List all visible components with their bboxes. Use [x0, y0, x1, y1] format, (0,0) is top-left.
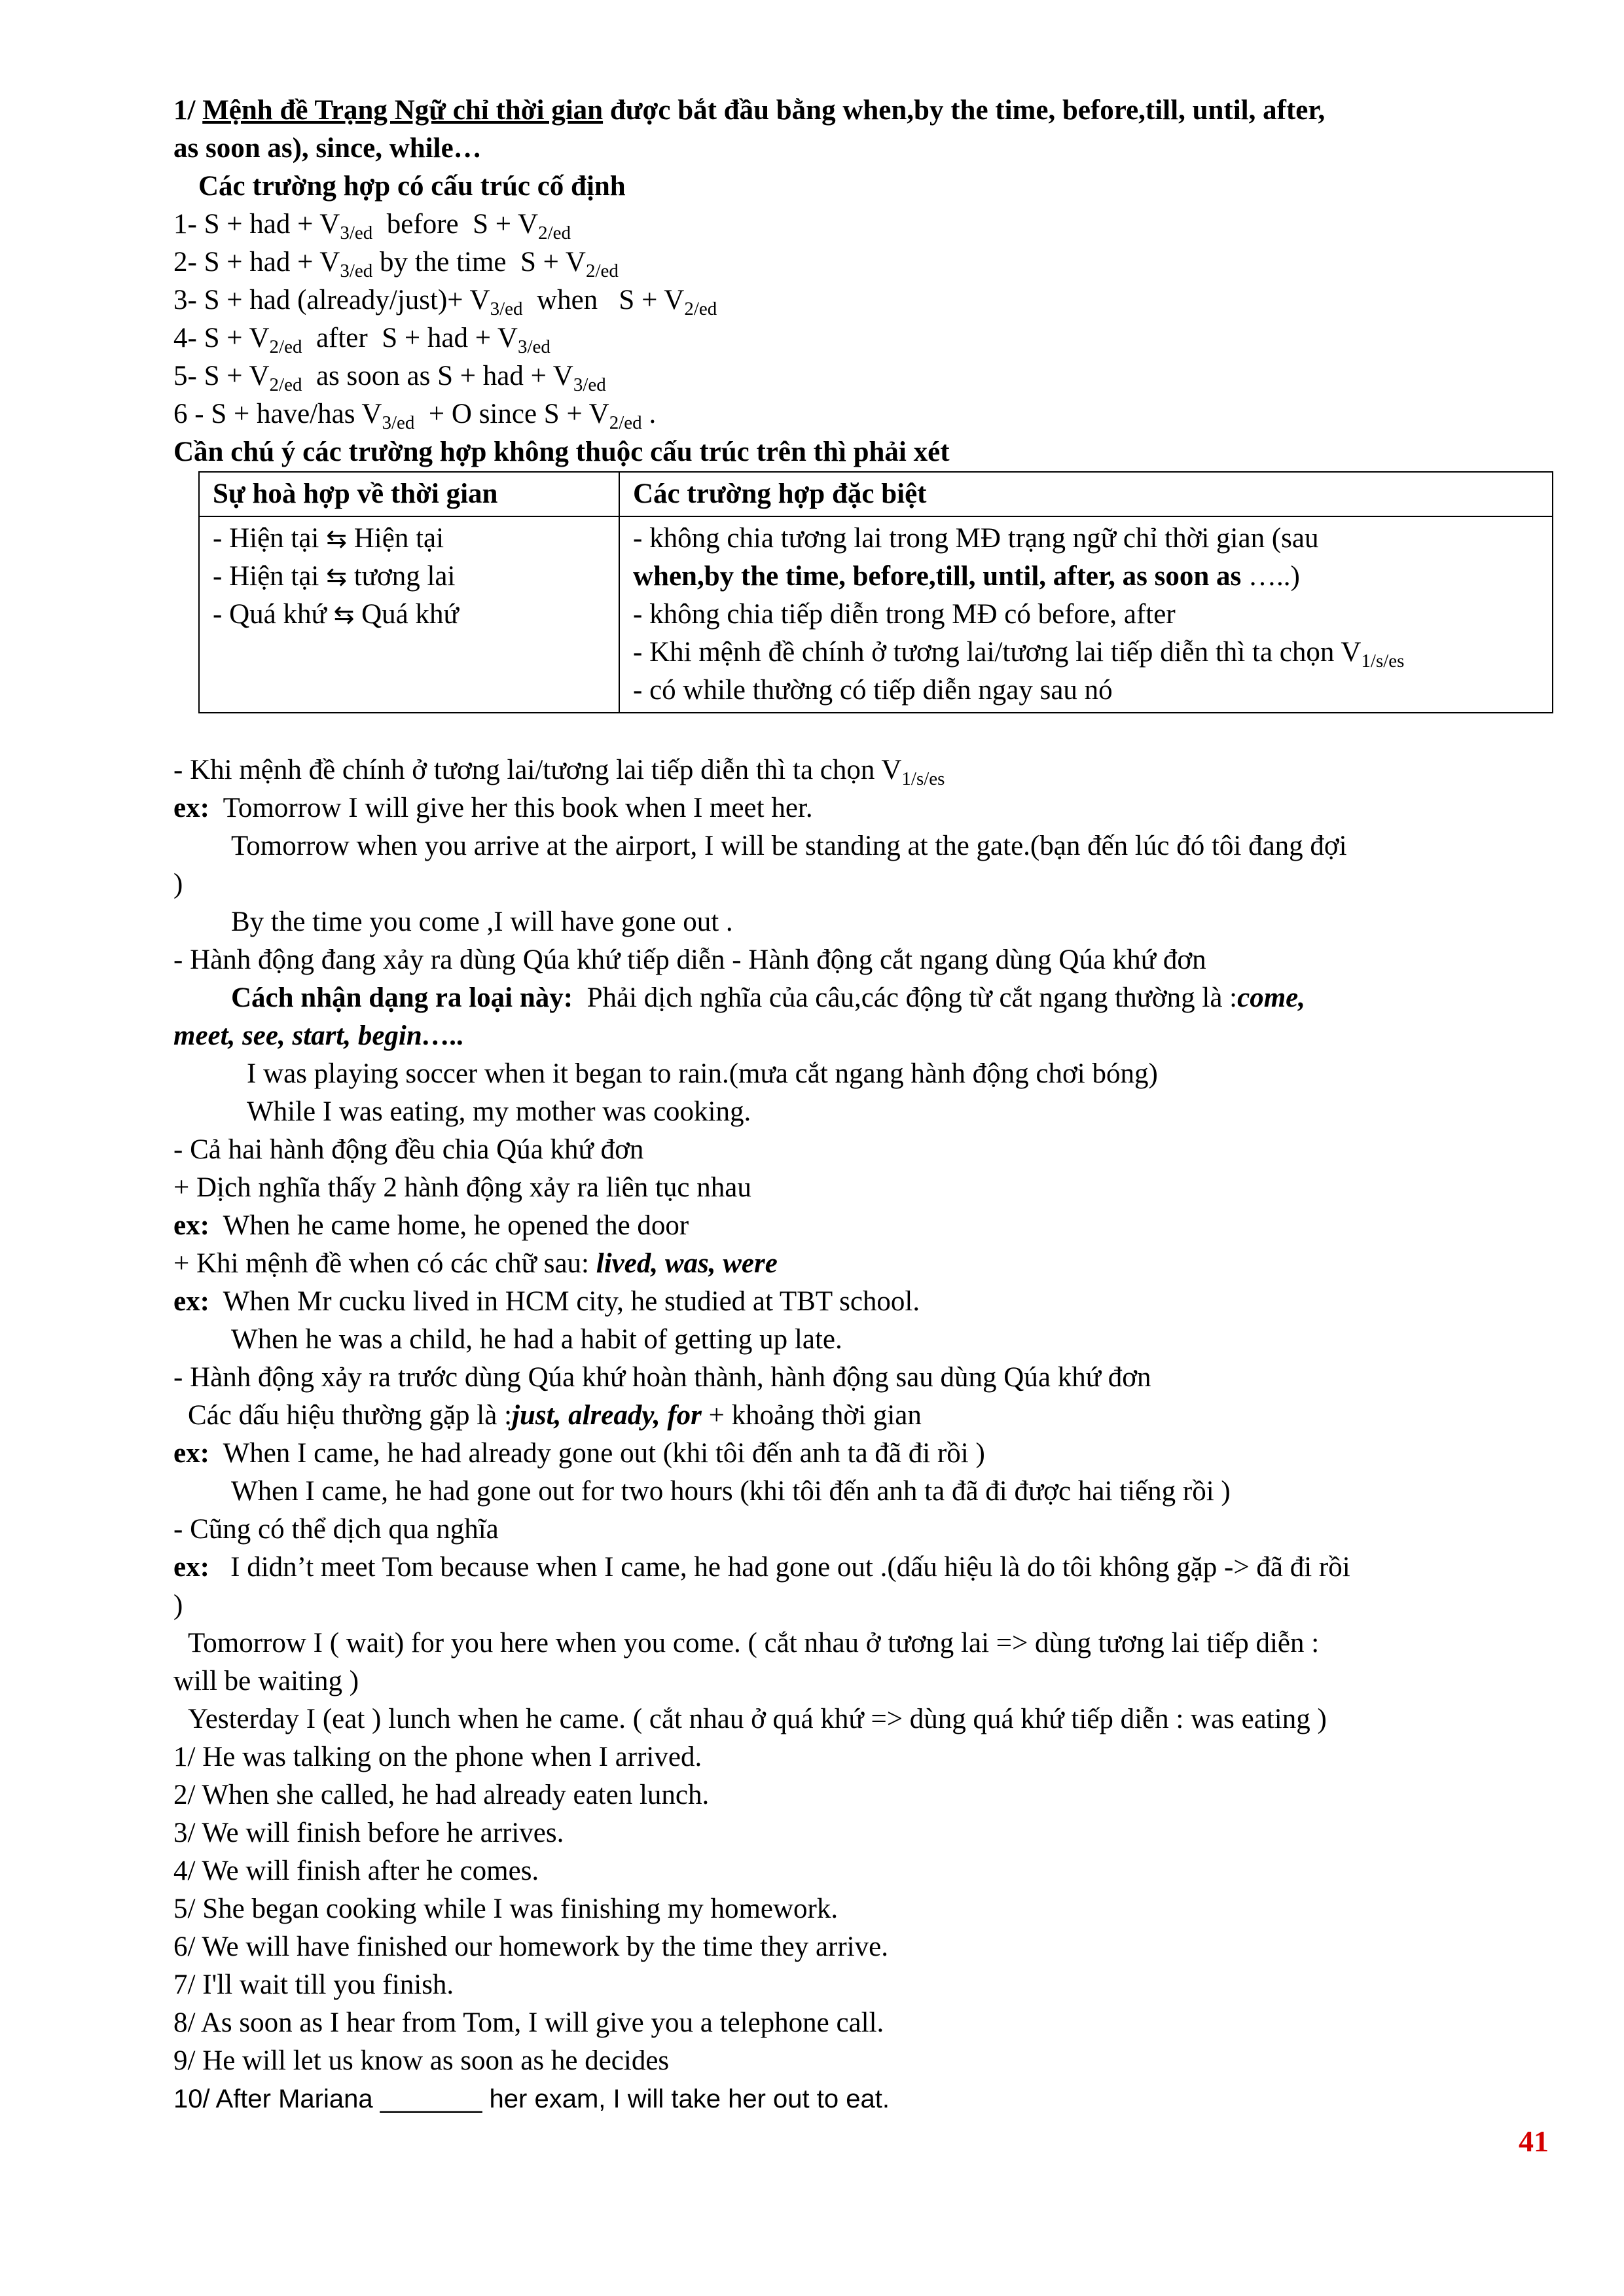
exercise-item: 3/ We will finish before he arrives. [173, 1818, 564, 1848]
exercise-item: 2/ When she called, he had already eaten lunch. [173, 1780, 710, 1810]
text-line: meet, see, start, begin….. [173, 1020, 465, 1051]
tense-agreement-table [198, 471, 1553, 713]
exercise-item: 9/ He will let us know as soon as he decides [173, 2045, 670, 2076]
swap-arrow-icon: ⇆ [326, 562, 347, 591]
fixed-structures-heading: Các trường hợp có cấu trúc cố định [198, 171, 626, 202]
text-line: - Hành động xảy ra trước dùng Qúa khứ hoàn thành, hành động sau dùng Qúa khứ đơn [173, 1362, 1151, 1393]
structure-list [173, 206, 1561, 433]
agreement-item: - Hiện tại ⇆ tương lai [213, 561, 456, 592]
section-title: 1/ Mệnh đề Trạng Ngữ chỉ thời gian được bắt đầu bằng when,by the time, before,till, until, after, [173, 95, 1326, 126]
structure-item: 6 - S + have/has $V_{3/ed} + O$ since $S + V_{2/ed}$ . [173, 399, 657, 433]
example-line: ex: I didn’t meet Tom because when I came, he had gone out .(dấu hiệu là do tôi không gặp -> đã đi rồi [173, 1552, 1350, 1583]
example-line: When I came, he had gone out for two hours (khi tôi đến anh ta đã đi được hai tiếng rồi ) [231, 1476, 1231, 1507]
exercise-item: 1/ He was talking on the phone when I arrived. [173, 1742, 702, 1772]
exercise-hint: Tomorrow I ( wait) for you here when you come. ( cắt nhau ở tương lai => dùng tương lai tiếp diễn : [188, 1628, 1320, 1659]
exercise-item: 4/ We will finish after he comes. [173, 1856, 539, 1886]
example-line: When he was a child, he had a habit of getting up late. [231, 1324, 842, 1355]
exercise-item: 10/ After Mariana _______ her exam, I will take her out to eat. [173, 2085, 890, 2113]
table-header-special-cases: Các trường hợp đặc biệt [619, 472, 1553, 516]
structure-item: 2- S + had + $V_{3/ed}$ by the time $S + V_{2/ed}$ [173, 247, 619, 281]
example-line: ex: When I came, he had already gone out (khi tôi đến anh ta đã đi rồi ) [173, 1438, 985, 1469]
example-line: ex: When he came home, he opened the door [173, 1210, 689, 1241]
text-line: + Khi mệnh đề when có các chữ sau: lived, was, were [173, 1248, 778, 1279]
agreement-item: - Hiện tại ⇆ Hiện tại [213, 523, 444, 554]
structure-item: 3- S + had (already/just)+ $V_{3/ed}$ when $S + V_{2/ed}$ [173, 285, 717, 319]
structure-item: 1- S + had + $V_{3/ed}$ before $S + V_{2/ed}$ [173, 209, 571, 243]
text-line: + Dịch nghĩa thấy 2 hành động xảy ra liên tục nhau [173, 1172, 751, 1203]
special-case: - không chia tiếp diễn trong MĐ có before, after [633, 599, 1176, 630]
swap-arrow-icon: ⇆ [326, 524, 347, 553]
exercise-item: 7/ I'll wait till you finish. [173, 1969, 454, 2000]
document-body [173, 92, 1561, 2118]
text-line: Các dấu hiệu thường gặp là :just, already, for + khoảng thời gian [188, 1400, 922, 1431]
example-line: By the time you come ,I will have gone out . [231, 906, 733, 937]
example-line: While I was eating, my mother was cooking. [247, 1096, 751, 1127]
text-line: - Cả hai hành động đều chia Qúa khứ đơn [173, 1134, 644, 1165]
example-line: Tomorrow when you arrive at the airport, I will be standing at the gate.(bạn đến lúc đó tôi đang đợi [231, 831, 1347, 861]
swap-arrow-icon: ⇆ [333, 600, 355, 629]
note-heading: Cần chú ý các trường hợp không thuộc cấu trúc trên thì phải xét [173, 437, 950, 467]
text-line: - Cũng có thể dịch qua nghĩa [173, 1514, 499, 1545]
page-number: 41 [1519, 2125, 1549, 2158]
structure-item: 5- $S + V_{2/ed}$ as soon as S + had + $V_{3/ed}$ [173, 361, 606, 395]
agreement-item: - Quá khứ ⇆ Quá khứ [213, 599, 459, 630]
text-line: ) [173, 1590, 183, 1621]
exercise-list [173, 1738, 1561, 2118]
text-line: Cách nhận dạng ra loại này: Phải dịch nghĩa của câu,các động từ cắt ngang thường là :come, [231, 982, 1306, 1013]
example-line: ex: Tomorrow I will give her this book when I meet her. [173, 793, 813, 823]
table-cell-special-cases [619, 516, 1553, 713]
table-header-agreement: Sự hoà hợp về thời gian [199, 472, 619, 516]
special-case: - không chia tương lai trong MĐ trạng ngữ chỉ thời gian (sau [633, 523, 1319, 554]
example-line: ex: When Mr cucku lived in HCM city, he studied at TBT school. [173, 1286, 920, 1317]
exercise-item: 6/ We will have finished our homework by the time they arrive. [173, 1931, 888, 1962]
special-case: - có while thường có tiếp diễn ngay sau nó [633, 675, 1113, 706]
text-line: - Hành động đang xảy ra dùng Qúa khứ tiếp diễn - Hành động cắt ngang dùng Qúa khứ đơn [173, 944, 1206, 975]
exercise-hint: Yesterday I (eat ) lunch when he came. ( cắt nhau ở quá khứ => dùng quá khứ tiếp diễn : was eating ) [188, 1704, 1327, 1734]
section-title-cont: as soon as), since, while… [173, 133, 482, 164]
structure-item: 4- $S + V_{2/ed}$ after S + had + $V_{3/ed}$ [173, 323, 550, 357]
text-line: - Khi mệnh đề chính ở tương lai/tương lai tiếp diễn thì ta chọn $V_{1/s/es}$ [173, 755, 945, 789]
special-case: - Khi mệnh đề chính ở tương lai/tương lai tiếp diễn thì ta chọn $V_{1/s/es}$ [633, 637, 1405, 672]
special-case: when,by the time, before,till, until, after, as soon as …..) [633, 561, 1300, 592]
text-line: ) [173, 869, 183, 899]
table-cell-agreement [199, 516, 619, 713]
exercise-item: 5/ She began cooking while I was finishing my homework. [173, 1893, 839, 1924]
example-line: I was playing soccer when it began to rain.(mưa cắt ngang hành động chơi bóng) [247, 1058, 1158, 1089]
exercise-item: 8/ As soon as I hear from Tom, I will give you a telephone call. [173, 2007, 884, 2038]
exercise-hint: will be waiting ) [173, 1666, 359, 1696]
